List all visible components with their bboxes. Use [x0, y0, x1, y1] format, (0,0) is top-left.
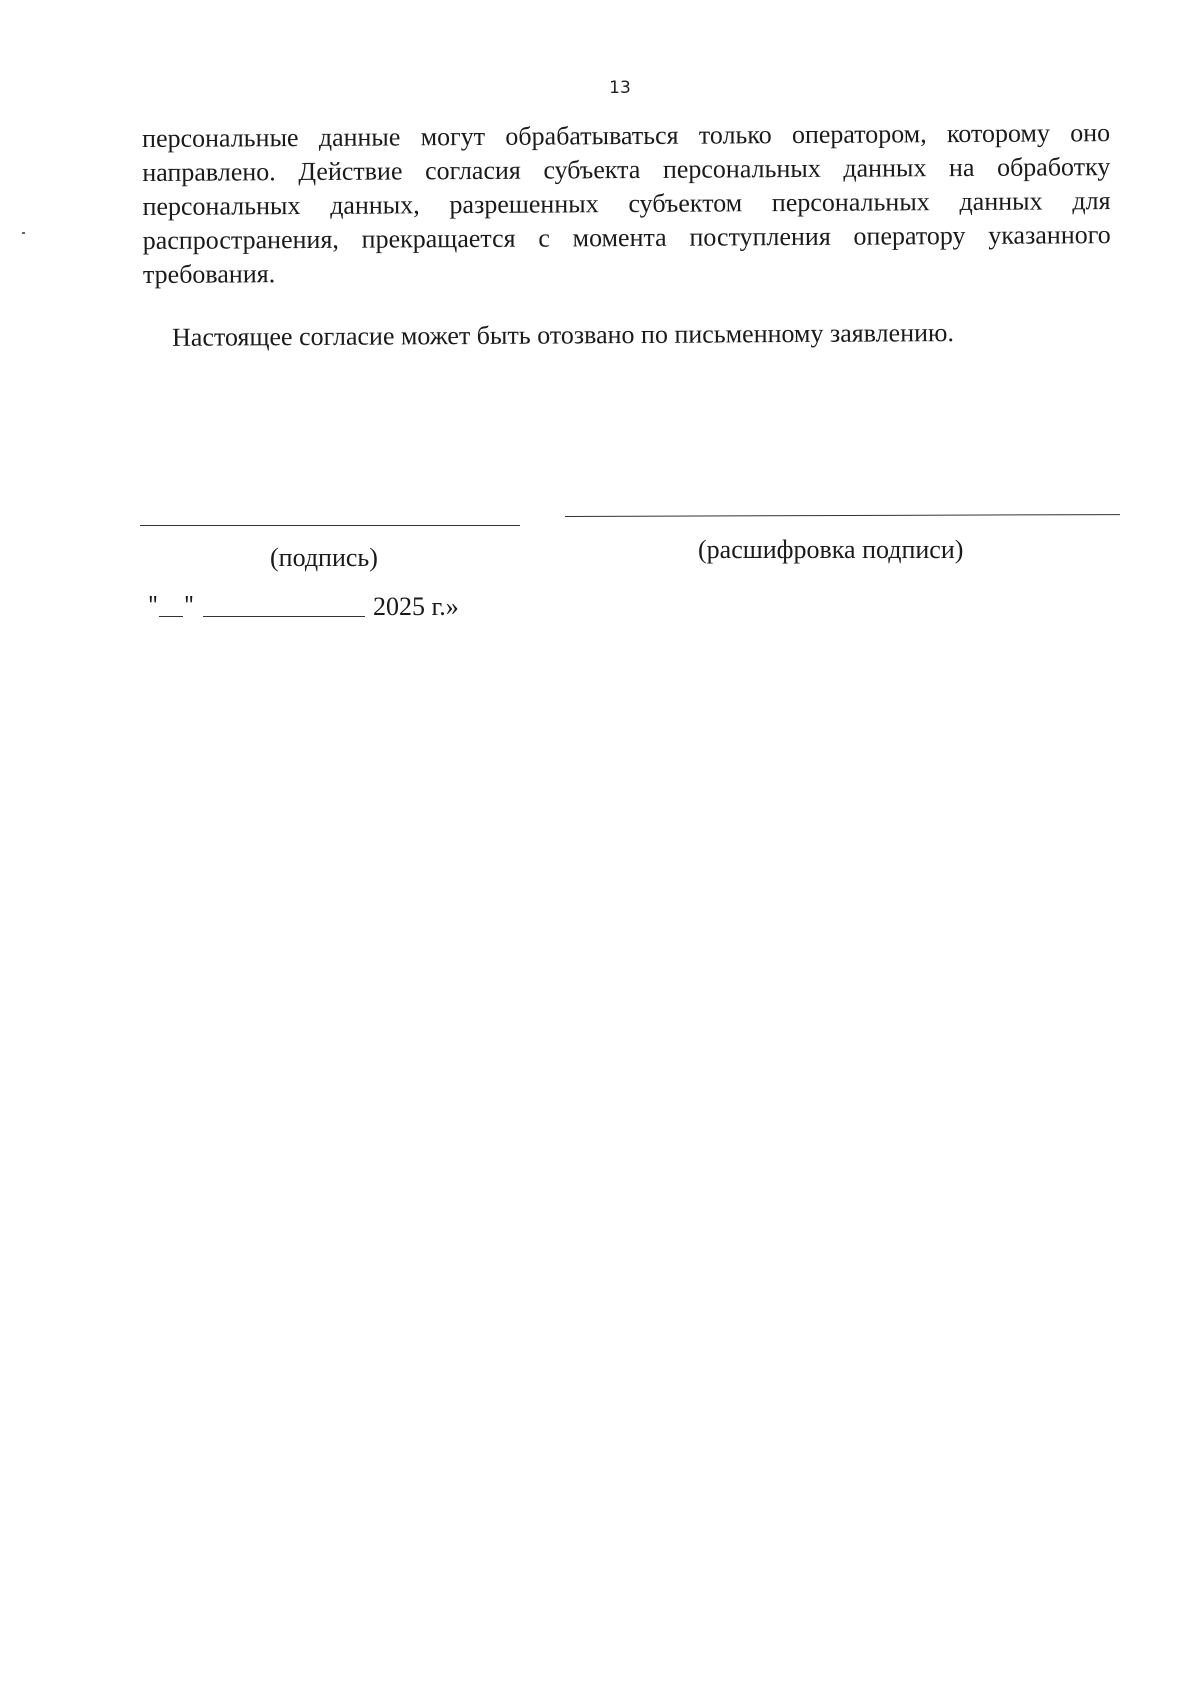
signature-decryption-line — [565, 514, 1120, 517]
signature-line — [140, 525, 520, 526]
body-paragraph-2: Настоящее согласие может быть отозвано по письменному заявлению. — [172, 318, 954, 352]
date-open-quote: " — [147, 595, 160, 618]
body-paragraph-1: персональные данные могут обрабатываться только оператором, которому оно направлено. Действие согласия субъекта персональных данных на обработку персональных данных, разрешенных субъектом персональных данных для распространения, прекращается с момента поступления оператору указанного требования. — [142, 118, 1111, 289]
date-month-blank — [203, 594, 365, 617]
date-day-blank — [159, 594, 183, 617]
date-year: 2025 г.» — [373, 592, 459, 621]
page-number: 13 — [609, 78, 631, 98]
date-close-quote: " — [183, 595, 196, 618]
signature-decryption-caption: (расшифровка подписи) — [698, 535, 964, 564]
scan-speck — [22, 232, 25, 234]
signature-caption: (подпись) — [270, 543, 378, 572]
date-row — [147, 592, 459, 622]
